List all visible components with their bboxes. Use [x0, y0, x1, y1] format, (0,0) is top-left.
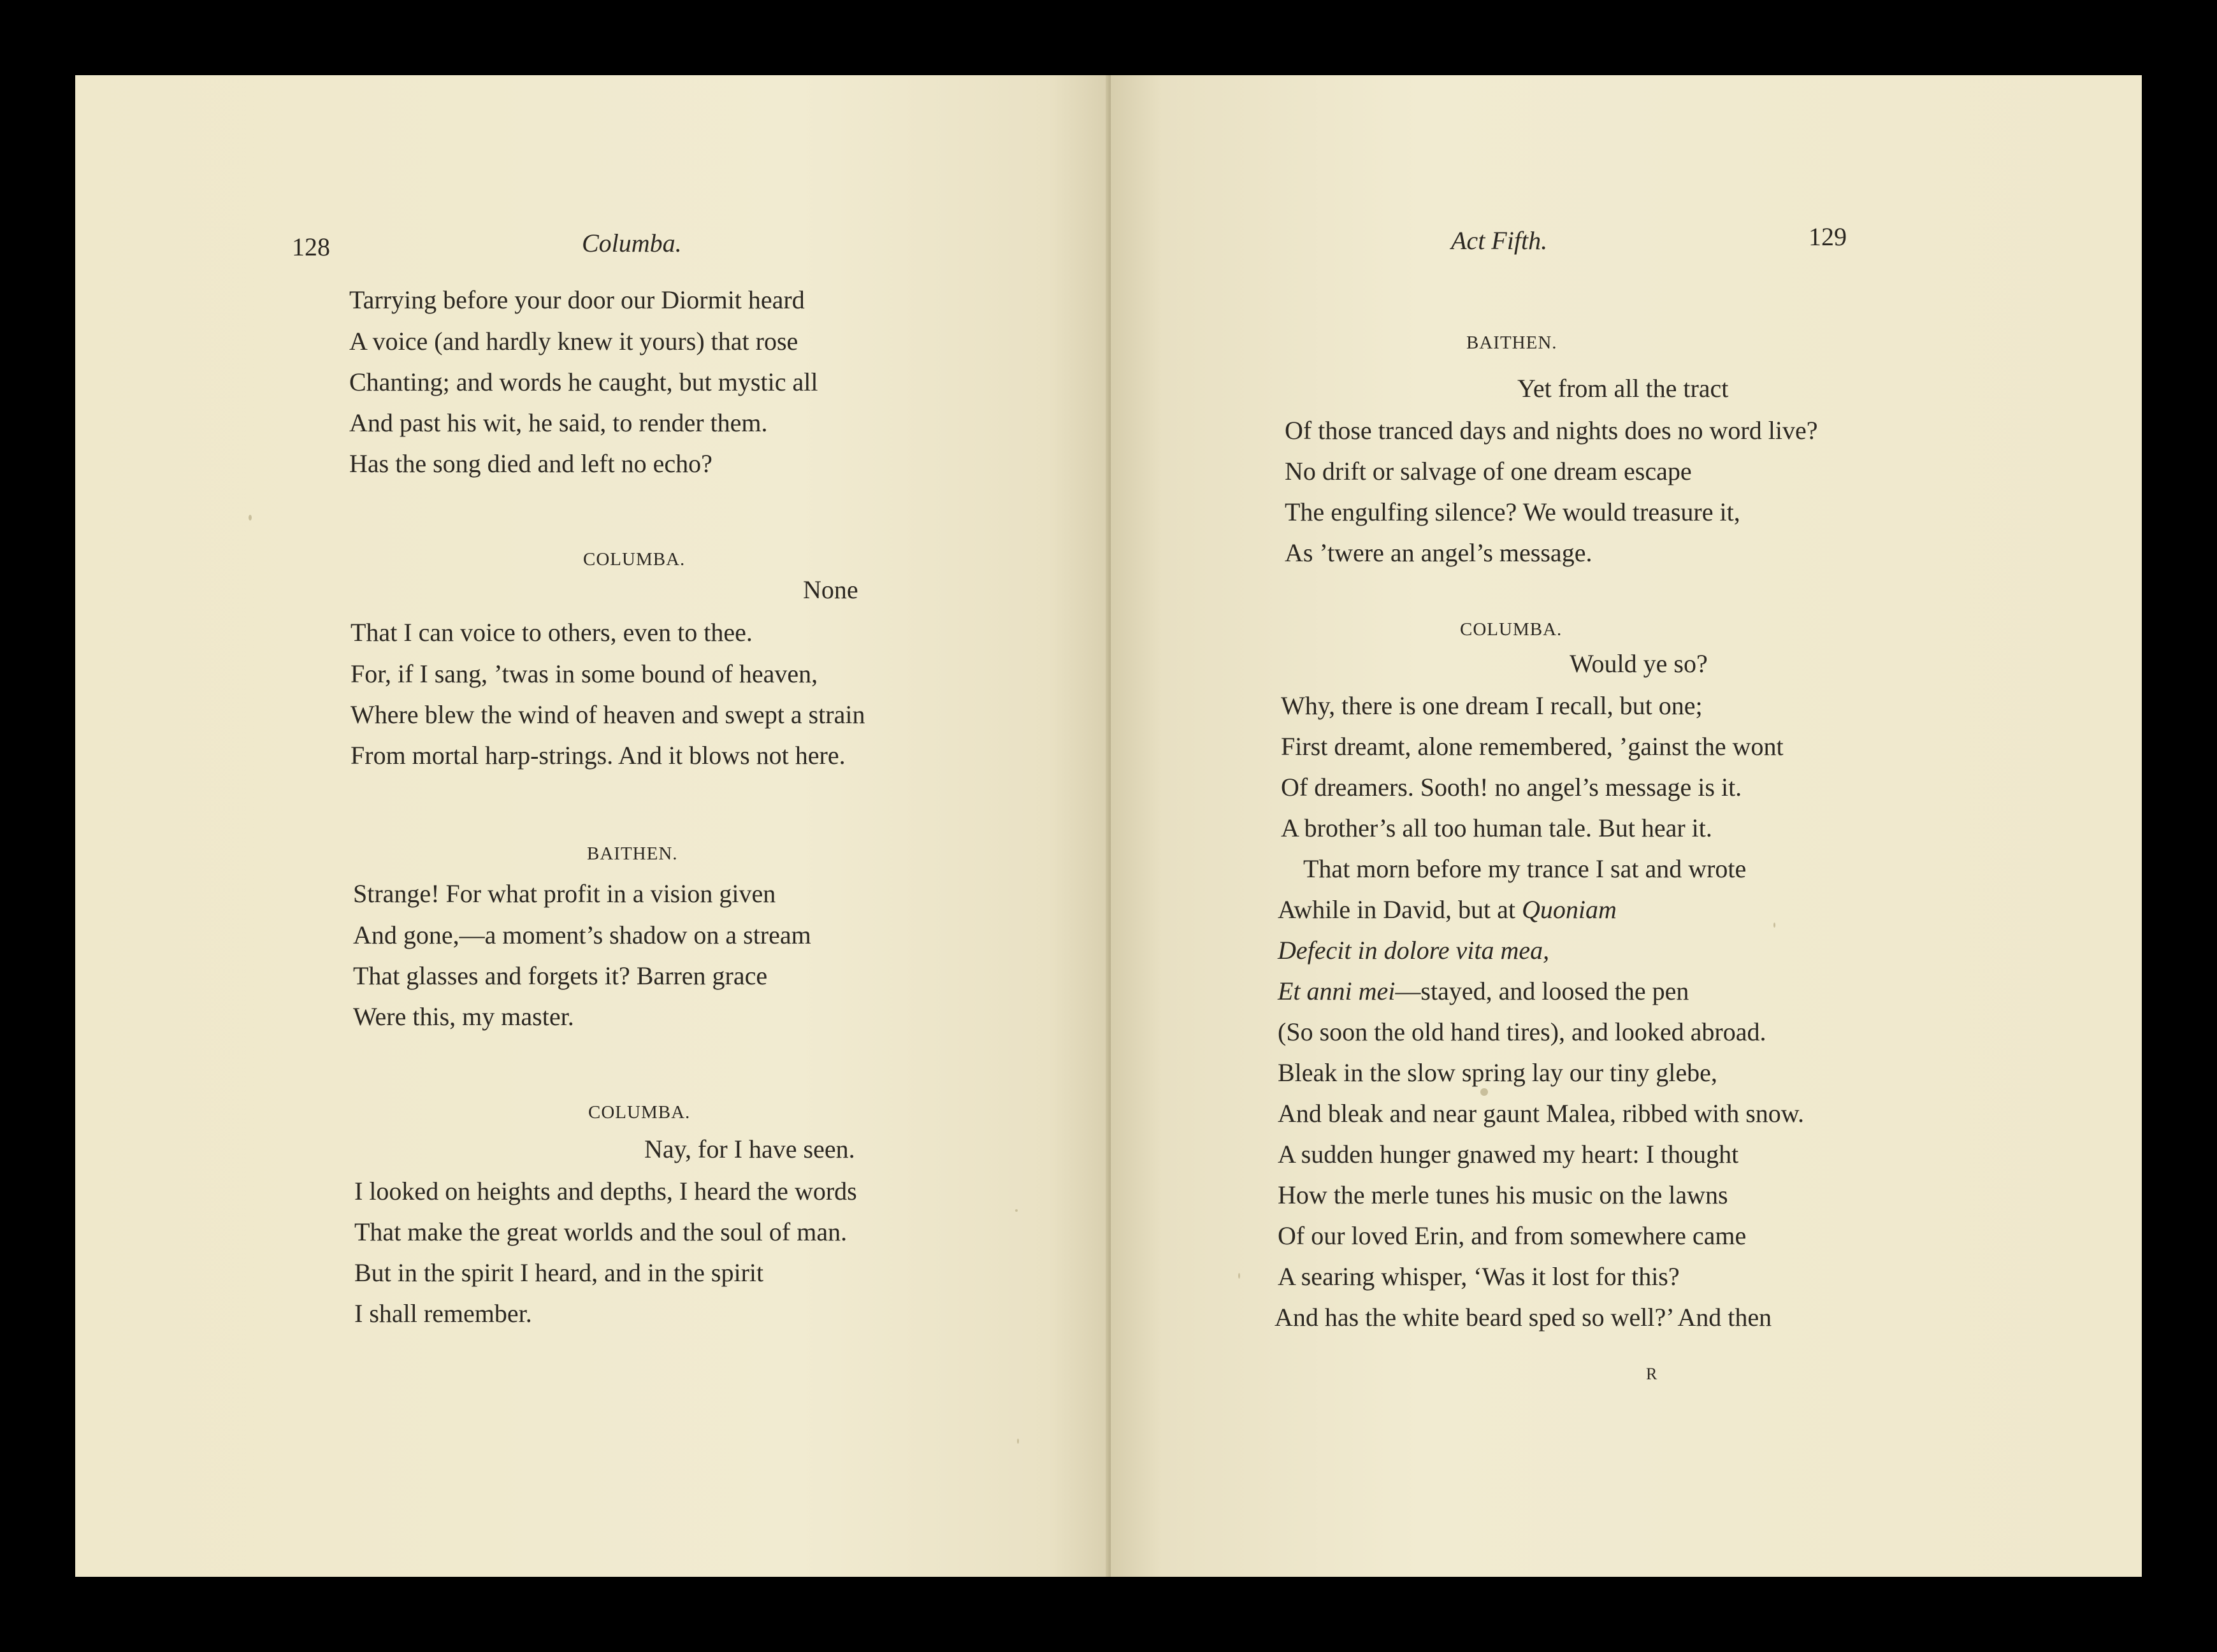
- speaker-name: COLUMBA.: [583, 549, 686, 570]
- verse-line: And has the white beard sped so well?’ And then: [1275, 1303, 1772, 1332]
- verse-line: From mortal harp-strings. And it blows not here.: [350, 741, 846, 770]
- verse-line: [1278, 979, 1689, 1004]
- verse-line: Tarrying before your door our Diormit heard: [349, 285, 805, 314]
- verse-line: Of dreamers. Sooth! no angel’s message is it.: [1281, 773, 1742, 801]
- paper-speck: [1017, 1439, 1019, 1444]
- verse-line: Strange! For what profit in a vision given: [353, 879, 776, 908]
- verse-line: And gone,—a moment’s shadow on a stream: [353, 921, 811, 949]
- running-head: Columba.: [582, 229, 682, 257]
- half-line: Nay, for I have seen.: [644, 1135, 855, 1163]
- speaker-name: COLUMBA.: [588, 1102, 691, 1123]
- latin-text: Et anni mei: [1278, 977, 1396, 1005]
- latin-text: Quoniam: [1521, 895, 1617, 924]
- left-page: [75, 75, 1111, 1577]
- verse-line: A voice (and hardly knew it yours) that rose: [349, 327, 798, 356]
- verse-line: And bleak and near gaunt Malea, ribbed with snow.: [1278, 1099, 1805, 1128]
- verse-line: (So soon the old hand tires), and looked abroad.: [1278, 1017, 1766, 1046]
- half-line: None: [803, 575, 858, 604]
- verse-line: No drift or salvage of one dream escape: [1285, 457, 1692, 485]
- verse-line: Chanting; and words he caught, but mystic all: [349, 368, 818, 396]
- paper-speck: [1773, 923, 1775, 928]
- verse-text: Awhile in David, but at: [1278, 895, 1522, 924]
- verse-line: How the merle tunes his music on the lawns: [1278, 1181, 1728, 1209]
- verse-line: That glasses and forgets it? Barren grace: [353, 961, 768, 990]
- verse-line: Were this, my master.: [353, 1002, 574, 1031]
- verse-line: A sudden hunger gnawed my heart: I thought: [1278, 1140, 1739, 1168]
- speaker-name: BAITHEN.: [587, 844, 678, 864]
- verse-line: Has the song died and left no echo?: [349, 449, 712, 478]
- page-number: 128: [292, 233, 330, 261]
- half-line: Yet from all the tract: [1517, 374, 1729, 403]
- paper-speck: [249, 515, 252, 521]
- latin-verse-line: Defecit in dolore vita mea,: [1278, 936, 1550, 965]
- verse-line: That make the great worlds and the soul of man.: [354, 1217, 848, 1246]
- paper-speck: [1015, 1209, 1018, 1212]
- verse-text: —stayed, and loosed the pen: [1395, 977, 1689, 1005]
- verse-line: First dreamt, alone remembered, ’gainst the wont: [1281, 732, 1784, 761]
- verse-line: That morn before my trance I sat and wrote: [1303, 854, 1747, 883]
- verse-line: Of our loved Erin, and from somewhere came: [1278, 1221, 1747, 1250]
- speaker-name: COLUMBA.: [1460, 619, 1563, 640]
- book-spread: [75, 75, 2142, 1577]
- verse-line: Of those tranced days and nights does no word live?: [1285, 416, 1818, 445]
- verse-line: Where blew the wind of heaven and swept a strain: [350, 700, 865, 729]
- verse-line: For, if I sang, ’twas in some bound of heaven,: [350, 659, 818, 688]
- verse-line: That I can voice to others, even to thee.: [350, 618, 753, 647]
- verse-line: A searing whisper, ‘Was it lost for this?: [1278, 1262, 1680, 1291]
- right-page: [1111, 75, 2142, 1577]
- speaker-name: BAITHEN.: [1466, 333, 1557, 353]
- paper-speck: [1480, 1088, 1488, 1096]
- verse-line: [1278, 897, 1617, 923]
- verse-line: Why, there is one dream I recall, but one;: [1281, 691, 1703, 720]
- verse-line: But in the spirit I heard, and in the spirit: [354, 1258, 764, 1287]
- verse-line: Bleak in the slow spring lay our tiny glebe,: [1278, 1058, 1717, 1087]
- verse-line: I looked on heights and depths, I heard the words: [354, 1177, 857, 1205]
- verse-line: And past his wit, he said, to render them.: [349, 408, 768, 437]
- verse-line: As ’twere an angel’s message.: [1285, 538, 1592, 567]
- verse-line: A brother’s all too human tale. But hear it.: [1281, 814, 1712, 842]
- verse-line: I shall remember.: [354, 1299, 532, 1328]
- half-line: Would ye so?: [1570, 649, 1708, 678]
- signature-mark: R: [1646, 1365, 1657, 1383]
- page-number: 129: [1809, 222, 1847, 251]
- verse-line: The engulfing silence? We would treasure it,: [1285, 498, 1740, 526]
- running-head: Act Fifth.: [1451, 226, 1548, 255]
- paper-speck: [1238, 1273, 1240, 1279]
